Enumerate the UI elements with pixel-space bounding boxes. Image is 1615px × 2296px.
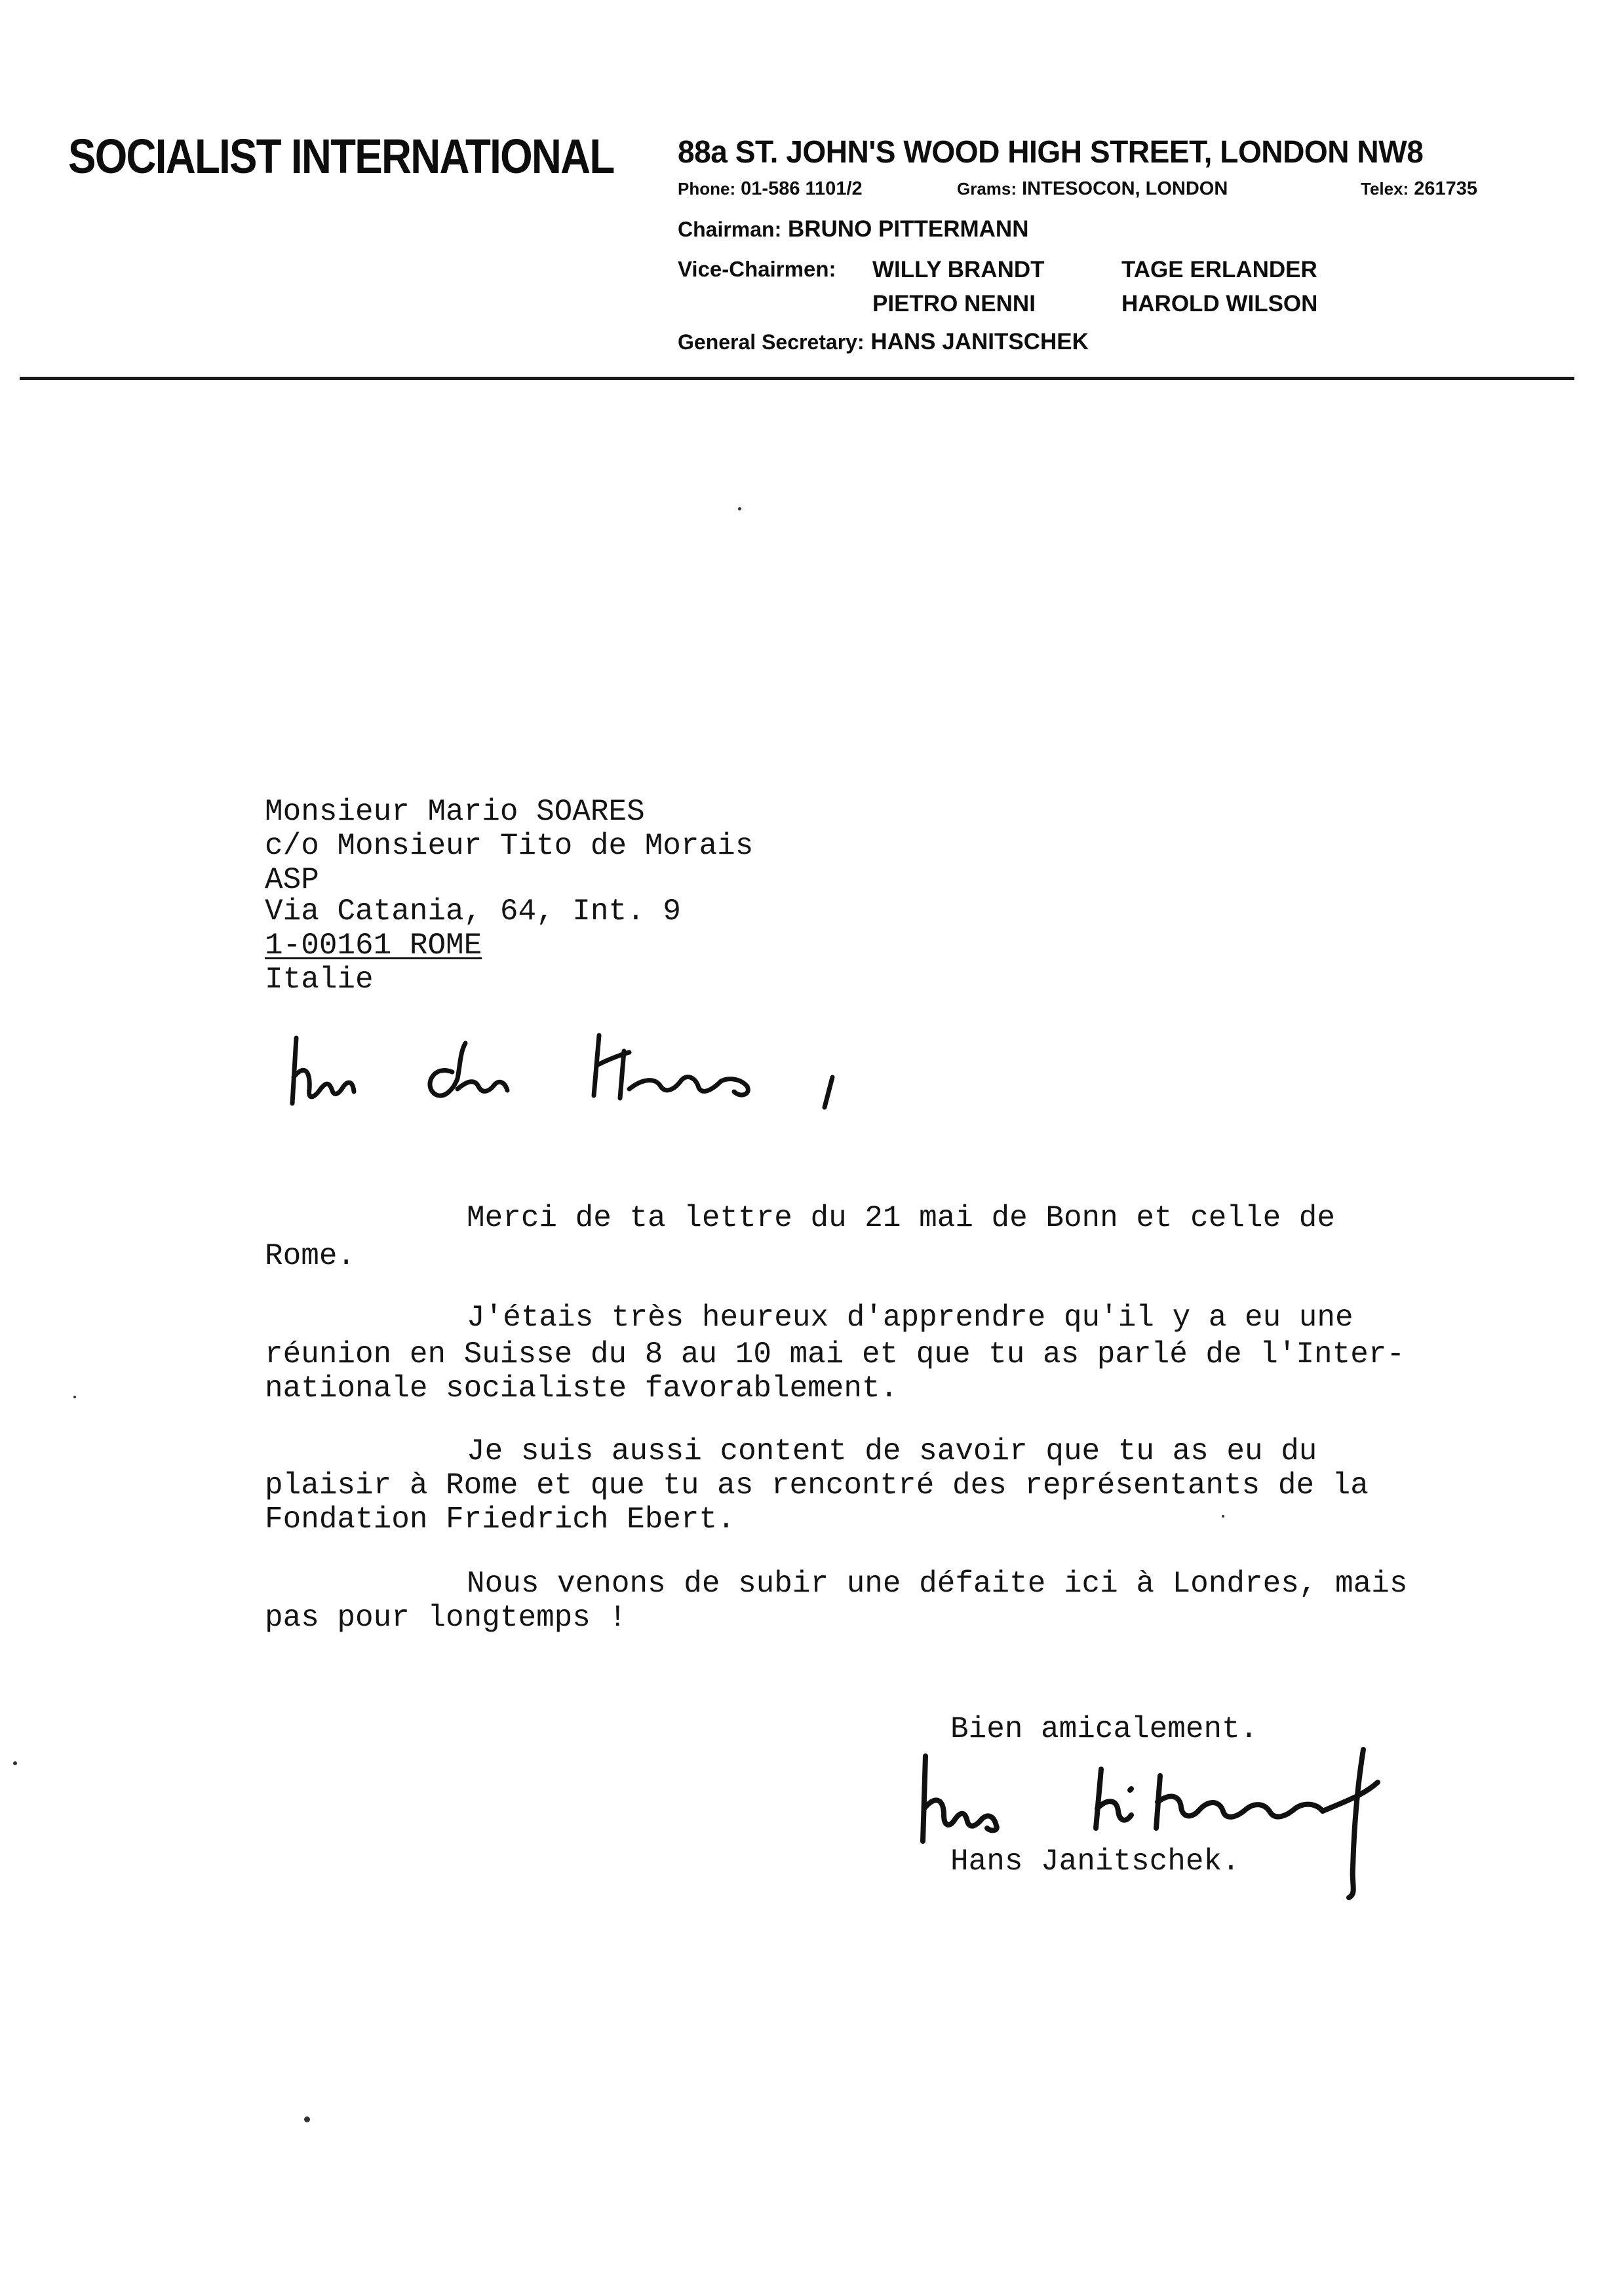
body-p2-line1: J'étais très heureux d'apprendre qu'il y a eu une xyxy=(467,1301,1353,1335)
recipient-street: Via Catania, 64, Int. 9 xyxy=(265,894,681,928)
handwritten-salutation xyxy=(288,1026,878,1128)
recipient-name: Monsieur Mario SOARES xyxy=(265,795,645,829)
vice-chairman-3: PIETRO NENNI xyxy=(872,291,1036,316)
body-p1-line2: Rome. xyxy=(265,1239,356,1273)
body-p1-line1: Merci de ta lettre du 21 mai de Bonn et celle de xyxy=(467,1201,1336,1235)
body-p3-line3: Fondation Friedrich Ebert. xyxy=(265,1502,735,1537)
general-secretary-name: HANS JANITSCHEK xyxy=(870,329,1089,354)
organization-name: SOCIALIST INTERNATIONAL xyxy=(68,129,614,183)
vice-chairman-2: TAGE ERLANDER xyxy=(1121,257,1317,282)
grams-label: Grams: xyxy=(957,179,1017,199)
grams-address: INTESOCON, LONDON xyxy=(1022,178,1228,199)
recipient-country: Italie xyxy=(265,963,374,997)
vice-chairmen-label: Vice-Chairmen: xyxy=(678,257,836,281)
body-p2-line2: réunion en Suisse du 8 au 10 mai et que tu as parlé de l'Inter- xyxy=(265,1337,1405,1371)
typed-signatory-name: Hans Janitschek. xyxy=(950,1845,1240,1879)
vice-chairman-1: WILLY BRANDT xyxy=(872,257,1045,282)
letterhead-address: 88a ST. JOHN'S WOOD HIGH STREET, LONDON NW8 xyxy=(678,135,1424,170)
body-p4-line2: pas pour longtemps ! xyxy=(265,1601,627,1635)
salutation-scribble xyxy=(288,1026,878,1124)
scan-speck xyxy=(73,1396,76,1398)
chairman-line xyxy=(678,216,1028,242)
general-secretary-label: General Secretary: xyxy=(678,330,865,354)
telex-line xyxy=(1361,178,1477,200)
phone-line xyxy=(678,178,863,200)
body-p3-line1: Je suis aussi content de savoir que tu as eu du xyxy=(467,1434,1317,1468)
body-p2-line3: nationale socialiste favorablement. xyxy=(265,1371,899,1406)
scan-speck xyxy=(1222,1515,1224,1518)
chairman-label: Chairman: xyxy=(678,218,782,241)
recipient-city: 1-00161 ROME xyxy=(265,928,482,963)
recipient-org: ASP xyxy=(265,863,319,897)
body-p4-line1: Nous venons de subir une défaite ici à Londres, mais xyxy=(467,1567,1408,1601)
chairman-name: BRUNO PITTERMANN xyxy=(787,216,1029,242)
telex-number: 261735 xyxy=(1414,178,1478,199)
closing-line: Bien amicalement. xyxy=(950,1712,1258,1746)
letterhead-divider xyxy=(20,377,1574,380)
general-secretary-line xyxy=(678,329,1089,355)
vice-chairman-4: HAROLD WILSON xyxy=(1121,291,1318,316)
grams-line xyxy=(957,178,1228,200)
telex-label: Telex: xyxy=(1361,179,1409,199)
body-p3-line2: plaisir à Rome et que tu as rencontré des représentants de la xyxy=(265,1468,1369,1502)
phone-number: 01-586 1101/2 xyxy=(741,178,863,199)
scan-speck xyxy=(738,507,741,510)
phone-label: Phone: xyxy=(678,179,736,199)
recipient-care-of: c/o Monsieur Tito de Morais xyxy=(265,829,754,863)
scan-speck xyxy=(304,2116,310,2122)
scan-speck xyxy=(13,1761,17,1765)
